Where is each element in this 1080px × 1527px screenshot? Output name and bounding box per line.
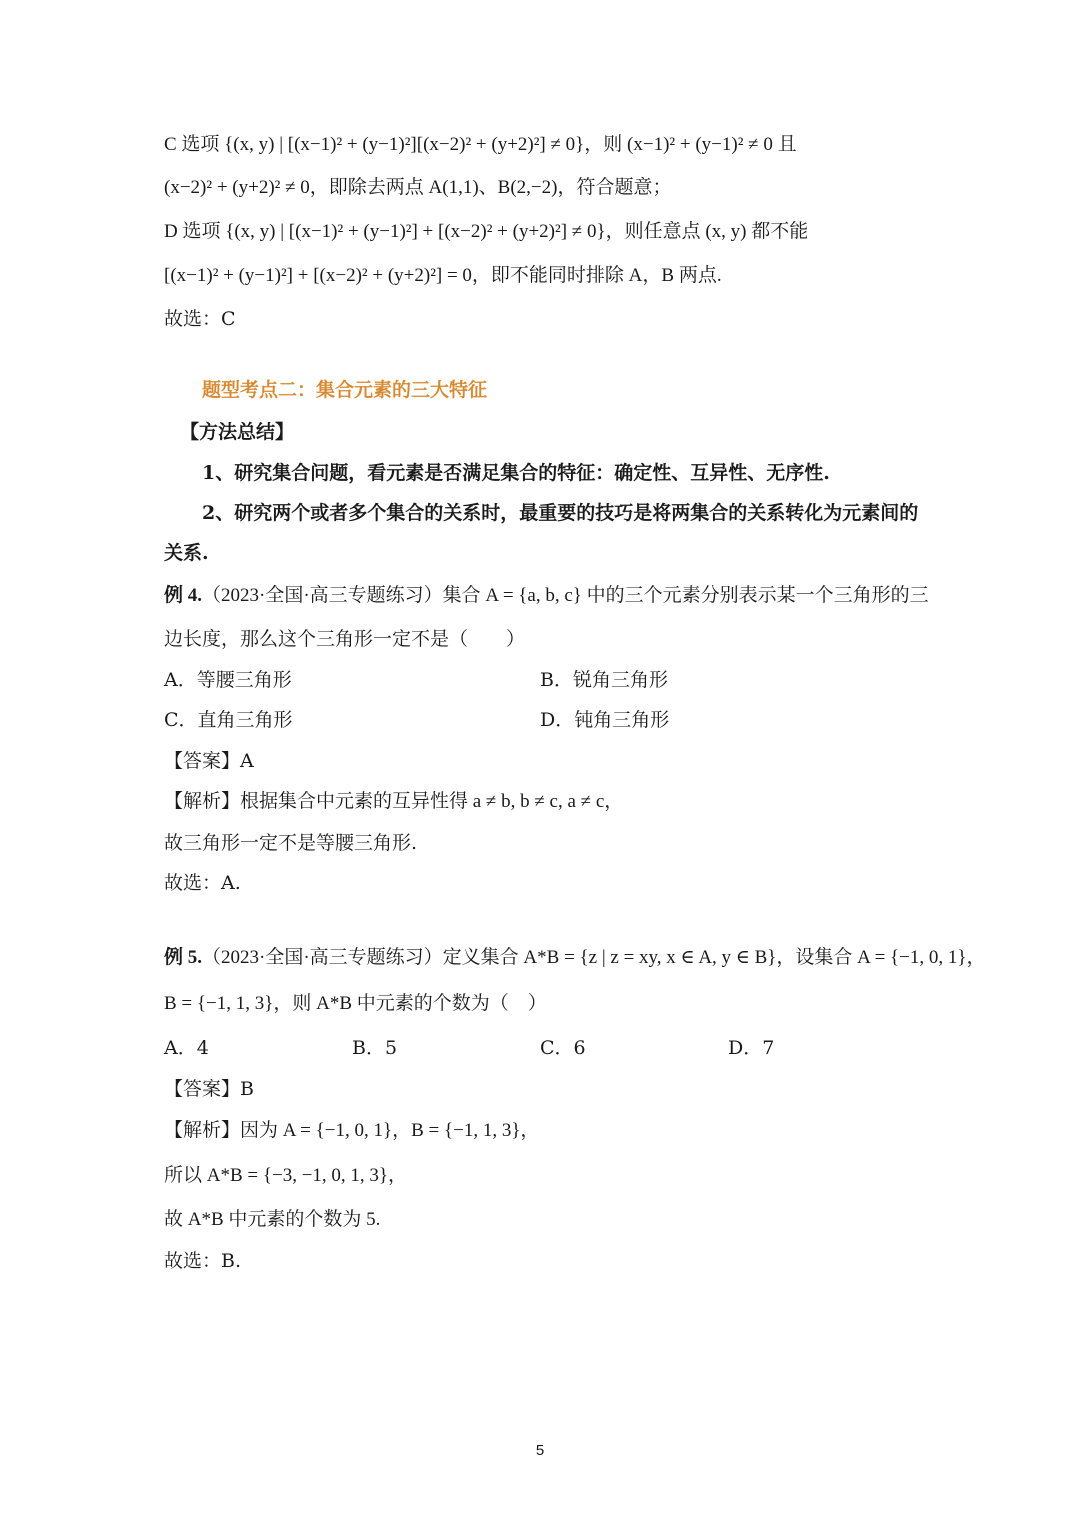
method-point-2-cont: 关系. <box>164 542 209 564</box>
example-4-option-a: A．等腰三角形 <box>164 669 292 691</box>
method-point-2: 2、研究两个或者多个集合的关系时，最重要的技巧是将两集合的关系转化为元素间的 <box>202 502 919 524</box>
prev-choose-answer: 故选：C <box>164 308 236 330</box>
example-4-analysis-line1: 【解析】根据集合中元素的互异性得 a ≠ b, b ≠ c, a ≠ c， <box>164 791 624 812</box>
option-c-analysis-line1: C 选项 {(x, y) | [(x−1)² + (y−1)²][(x−2)² + (y+2)²] ≠ 0}，则 (x−1)² + (y−1)² ≠ 0 且 <box>164 134 797 155</box>
example-5-analysis-line3: 故 A*B 中元素的个数为 5. <box>164 1209 381 1230</box>
example-4-choose: 故选：A. <box>164 872 241 894</box>
example-5-option-d: D．7 <box>728 1037 775 1059</box>
example-4-question-line2: 边长度，那么这个三角形一定不是（ ） <box>164 628 526 650</box>
example-4-analysis-line2: 故三角形一定不是等腰三角形. <box>164 832 418 854</box>
example-5-analysis-line2: 所以 A*B = {−3, −1, 0, 1, 3}， <box>164 1165 408 1186</box>
example-5-question-line1 <box>164 944 986 972</box>
example-4-option-c: C．直角三角形 <box>164 709 293 731</box>
option-c-analysis-line2: (x−2)² + (y+2)² ≠ 0，即除去两点 A(1,1)、B(2,−2)，符合题意； <box>164 177 672 198</box>
example-5-option-a: A．4 <box>164 1037 209 1059</box>
example-5-label: 例 5. <box>164 947 203 968</box>
example-5-analysis-line1: 【解析】因为 A = {−1, 0, 1}，B = {−1, 1, 3}， <box>164 1120 540 1141</box>
example-5-question-line2: B = {−1, 1, 3}，则 A*B 中元素的个数为（ ） <box>164 993 547 1014</box>
example-5-option-c: C．6 <box>540 1037 586 1059</box>
example-4-question-text: （2023·全国·高三专题练习）集合 A = {a, b, c} 中的三个元素分别表示某一个三角形的三 <box>202 585 929 606</box>
example-4-answer: 【答案】A <box>164 750 254 772</box>
example-4-question-line1 <box>164 582 930 610</box>
option-d-analysis-line2: [(x−1)² + (y−1)²] + [(x−2)² + (y+2)²] = 0，即不能同时排除 A，B 两点. <box>164 265 722 286</box>
method-point-1: 1、研究集合问题，看元素是否满足集合的特征：确定性、互异性、无序性. <box>202 462 830 484</box>
example-5-answer: 【答案】B <box>164 1078 254 1100</box>
example-4-option-b: B．锐角三角形 <box>540 669 668 691</box>
example-4-option-d: D．钝角三角形 <box>540 709 670 731</box>
section-heading: 题型考点二：集合元素的三大特征 <box>202 379 488 401</box>
option-d-analysis-line1: D 选项 {(x, y) | [(x−1)² + (y−1)²] + [(x−2)² + (y+2)²] ≠ 0}，则任意点 (x, y) 都不能 <box>164 221 809 242</box>
example-5-choose: 故选：B. <box>164 1250 242 1272</box>
method-summary-title: 【方法总结】 <box>180 421 295 443</box>
example-5-question-text: （2023·全国·高三专题练习）定义集合 A*B = {z | z = xy, x ∈ A, y ∈ B}，设集合 A = {−1, 0, 1}， <box>202 947 986 968</box>
page-number: 5 <box>535 1442 545 1459</box>
example-4-label: 例 4. <box>164 585 203 606</box>
example-5-option-b: B．5 <box>352 1037 398 1059</box>
